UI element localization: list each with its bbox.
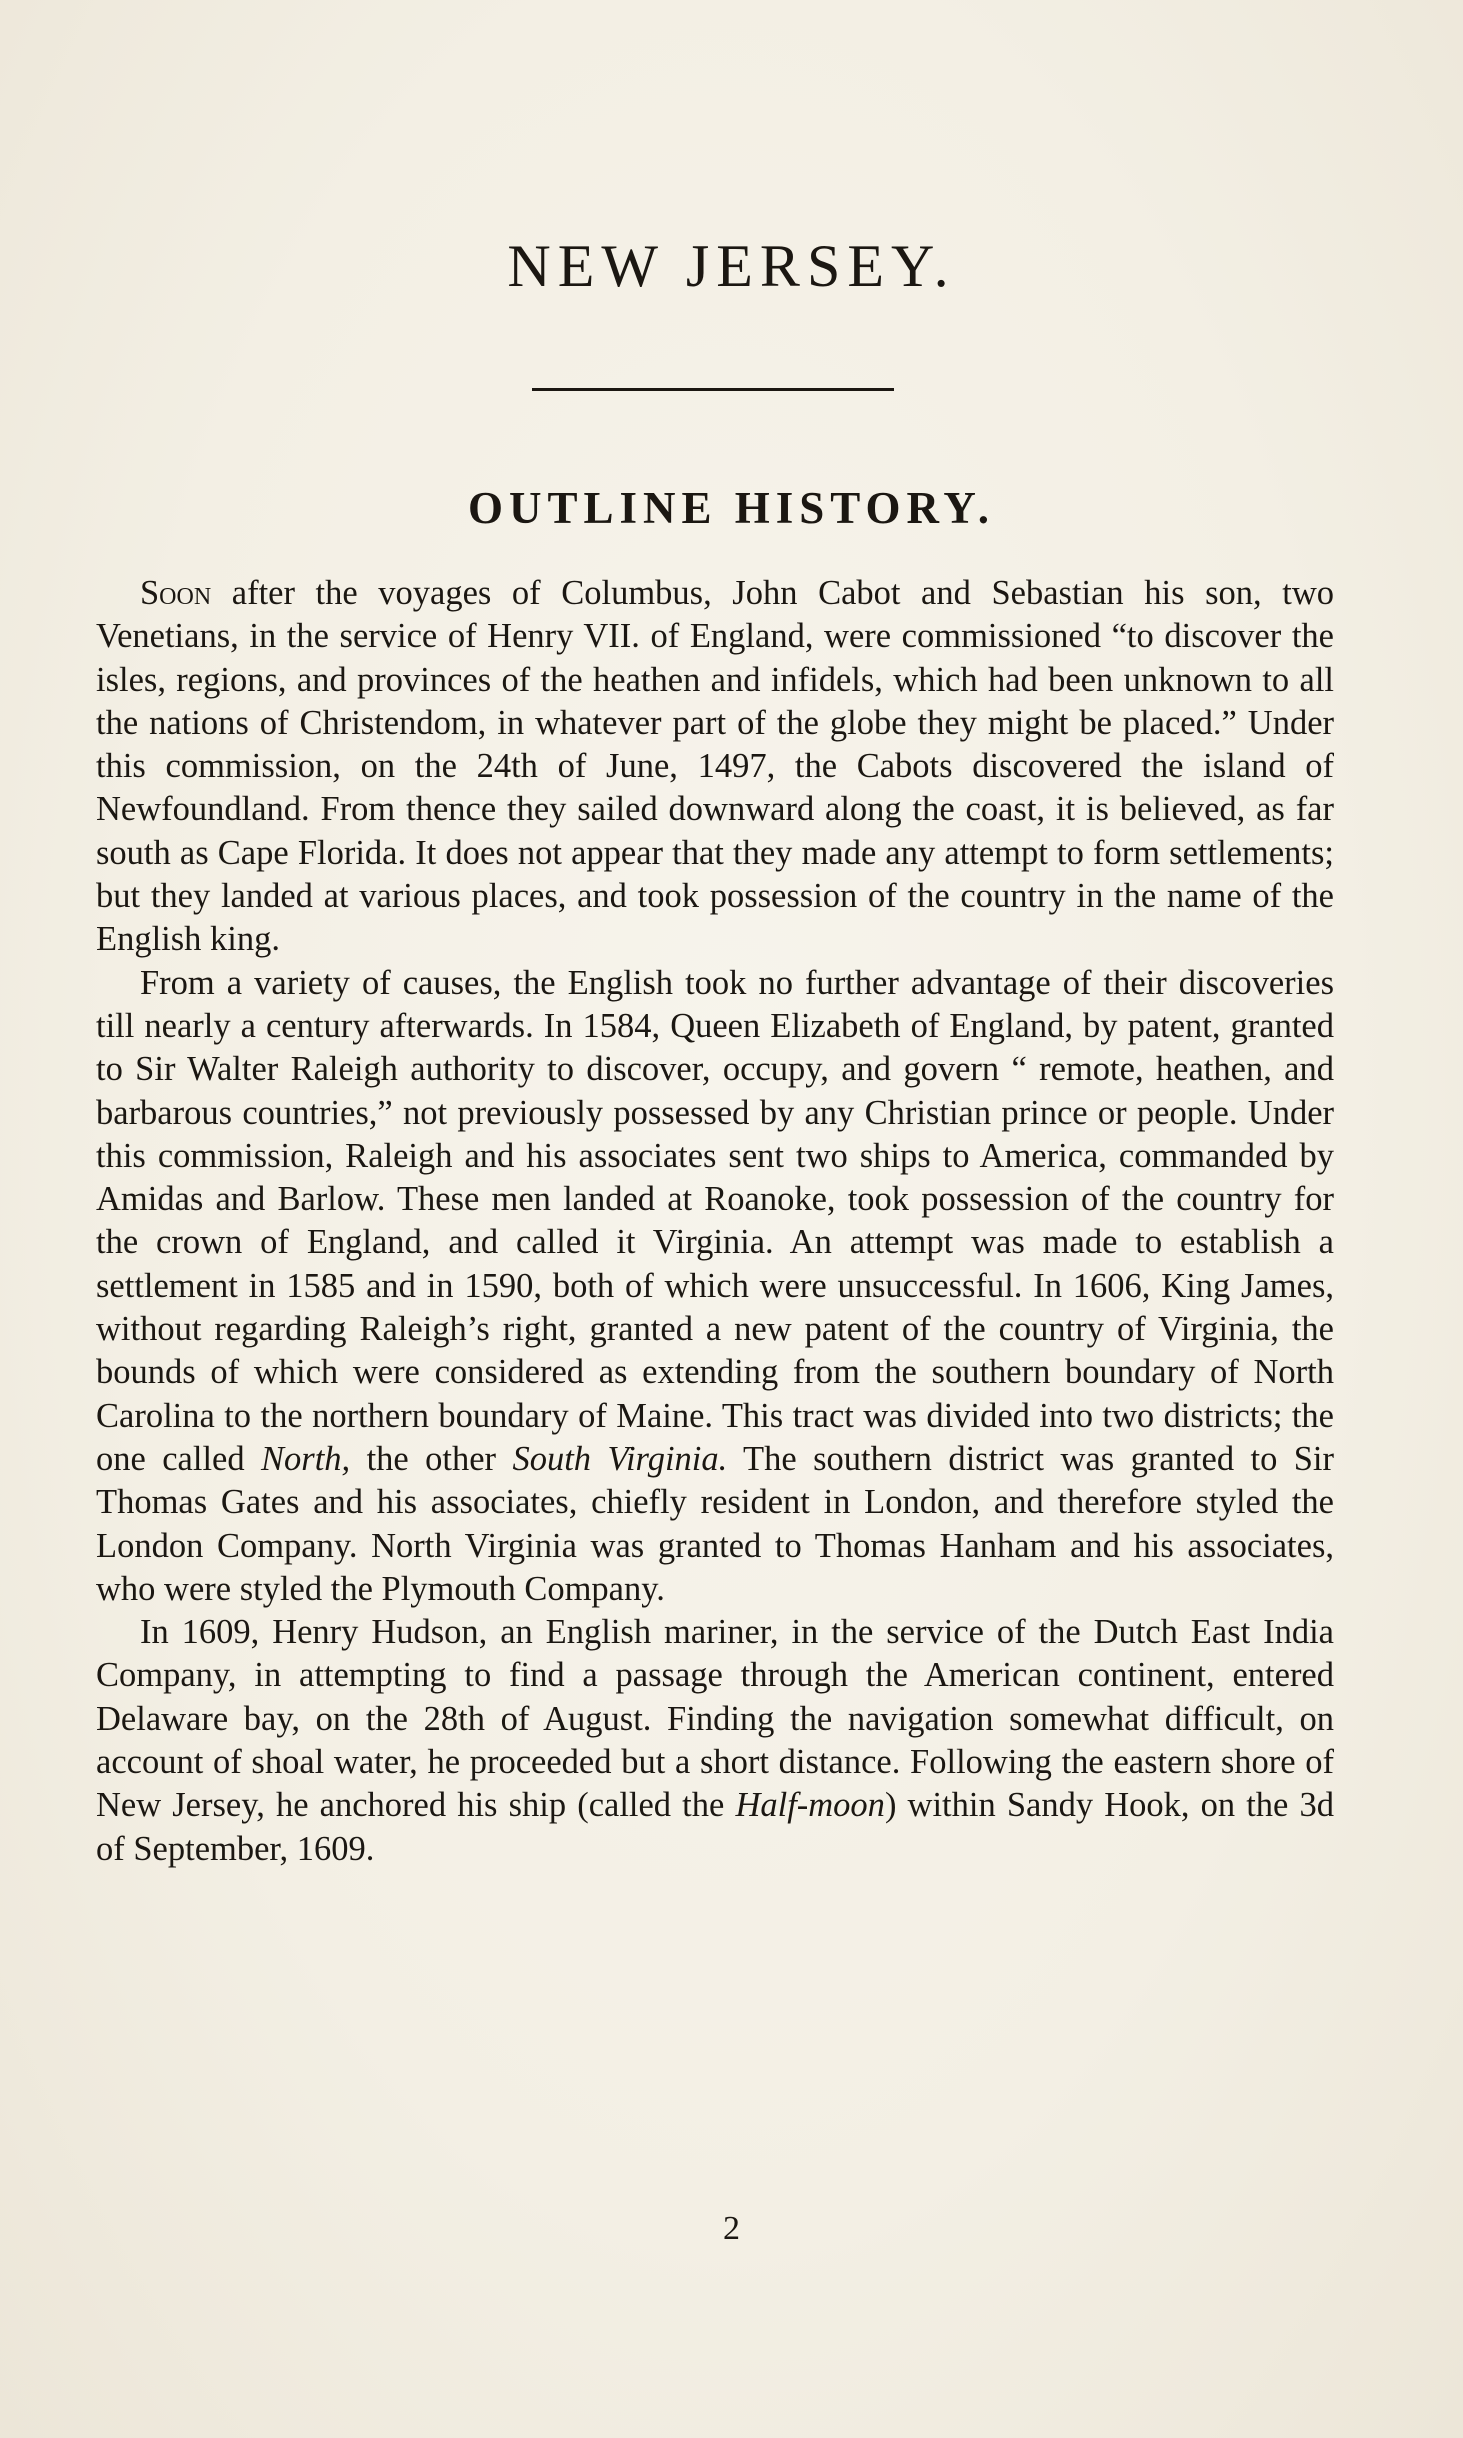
paragraph-2-text-a: From a variety of causes, the English took no further advantage of their discoveries till nearly a century afterwards. In 1584, Queen Elizabeth of England, by patent, granted to Sir Walter Raleigh authority to discover, occupy, and govern “ remote, heathen, and barbarous countries,” not previously possessed by any Christian prince or people. Under this commission, Raleigh and his associates sent two ships to America, commanded by Amidas and Barlow. These men landed at Roanoke, took possession of the country for the crown of England, and called it Virginia. An attempt was made to establish a settlement in 1585 and in 1590, both of which were unsuccessful. In 1606, King James, without regarding Raleigh’s right, granted a new patent of the country of Virginia, the bounds of which were considered as extending from the southern boundary of North Carolina to the northern boundary of Maine. This tract was divided into two districts; the one called: [96, 963, 1334, 1478]
paragraph-1: [96, 572, 1334, 962]
paragraph-3-italic-half-moon: Half-moon: [735, 1786, 885, 1825]
paragraph-3: [96, 1611, 1334, 1871]
paragraph-2: [96, 962, 1334, 1611]
paragraph-2-text-b: the other: [350, 1439, 513, 1478]
paragraph-1-text: after the voyages of Columbus, John Cabot and Sebastian his son, two Venetians, in the service of Henry VII. of England, were commissioned “to discover the isles, regions, and provinces of the heathen and infidels, which had been unknown to all the nations of Christendom, in whatever part of the globe they might be placed.” Under this commission, on the 24th of June, 1497, the Cabots discovered the island of Newfoundland. From thence they sailed downward along the coast, it is believed, as far south as Cape Florida. It does not appear that they made any attempt to form settlements; but they landed at various places, and took possession of the country in the name of the English king.: [96, 574, 1334, 959]
section-title: OUTLINE HISTORY.: [467, 483, 996, 533]
paragraph-2-italic-south-virginia: South Virginia.: [512, 1439, 728, 1478]
paragraph-1-lead: Soon: [140, 574, 212, 612]
body-text: [96, 572, 1334, 1871]
paragraph-3-text-a: In 1609, Henry Hudson, an English mariner, in the service of the Dutch East India Company, in attempting to find a passage through the American continent, entered Delaware bay, on the 28th of August. Finding the navigation somewhat difficult, on account of shoal water, he proceeded but a short distance. Following the eastern shore of New Jersey, he anchored his ship (called the: [96, 1613, 1334, 1825]
state-title: NEW JERSEY.: [507, 233, 956, 299]
paragraph-2-text-c: The southern district was granted to Sir Thomas Gates and his associates, chiefly resident in London, and therefore styled the London Company. North Virginia was granted to Thomas Hanham and his associates, who were styled the Plymouth Company.: [96, 1439, 1334, 1608]
paragraph-2-italic-north: North,: [261, 1439, 351, 1478]
paragraph-3-text-b: ) within Sandy Hook, on the 3d of September, 1609.: [96, 1786, 1334, 1868]
page-number: 2: [723, 2210, 740, 2247]
title-divider: [532, 388, 894, 391]
